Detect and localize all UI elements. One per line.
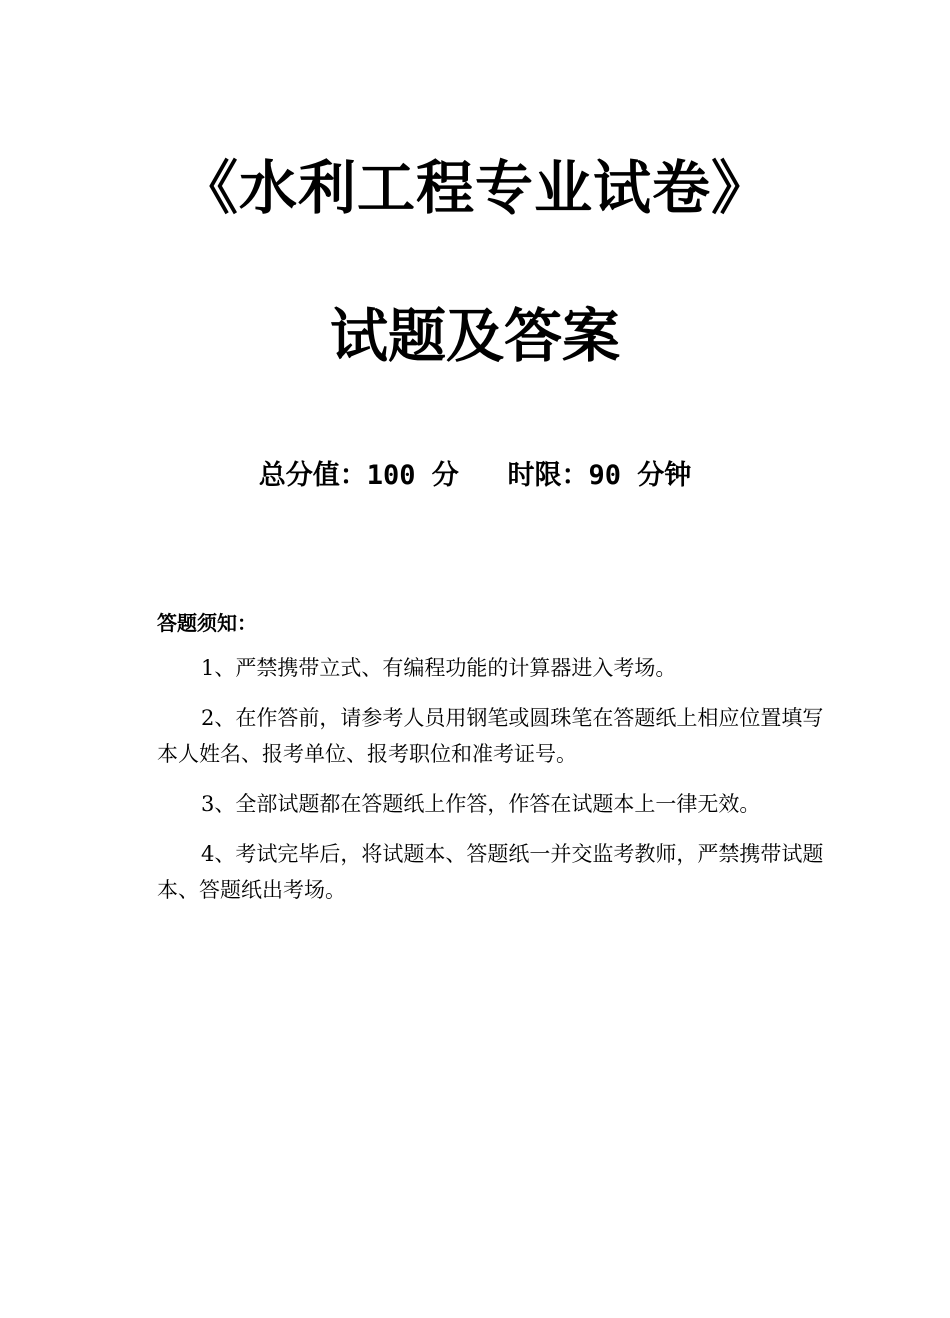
notice-item-4: 4、考试完毕后，将试题本、答题纸一并交监考教师，严禁携带试题本、答题纸出考场。 bbox=[157, 842, 824, 902]
document-title: 《水利工程专业试卷》 bbox=[179, 154, 770, 222]
notice-item-3: 3、全部试题都在答题纸上作答，作答在试题本上一律无效。 bbox=[201, 792, 761, 816]
score-time-info: 总分值：100 分 时限：90 分钟 bbox=[258, 460, 692, 491]
document-subtitle: 试题及答案 bbox=[329, 302, 620, 370]
notice-heading: 答题须知： bbox=[157, 611, 257, 635]
notice-list bbox=[157, 650, 837, 922]
notice-item-1: 1、严禁携带立式、有编程功能的计算器进入考场。 bbox=[201, 656, 677, 680]
notice-item-2: 2、在作答前，请参考人员用钢笔或圆珠笔在答题纸上相应位置填写本人姓名、报考单位、报考职位和准考证号。 bbox=[157, 706, 824, 766]
